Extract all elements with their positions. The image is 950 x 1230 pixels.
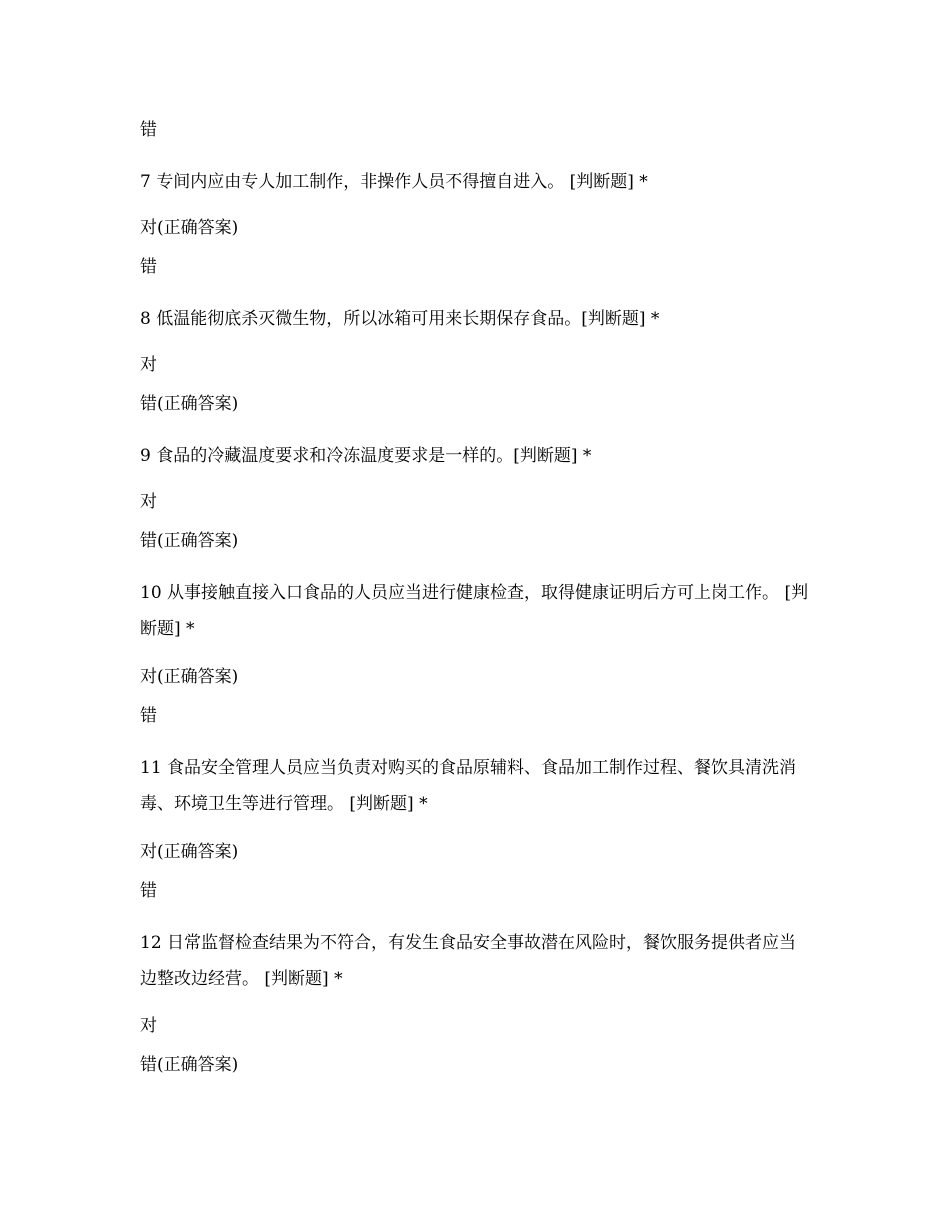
question-8-text: 8 低温能彻底杀灭微生物，所以冰箱可用来长期保存食品。[判断题] * [140, 309, 660, 329]
question-8-option-1: 对 [140, 355, 157, 375]
question-12-option-2: 错(正确答案) [140, 1055, 239, 1075]
question-10-option-1: 对(正确答案) [140, 667, 239, 687]
question-11-option-1: 对(正确答案) [140, 842, 239, 862]
question-9-text: 9 食品的冷藏温度要求和冷冻温度要求是一样的。[判断题] * [140, 446, 592, 466]
option-text: 错 [140, 120, 157, 140]
question-11-option-2: 错 [140, 881, 157, 901]
question-9-option-2: 错(正确答案) [140, 531, 239, 551]
question-10-option-2: 错 [140, 706, 157, 726]
question-11-text: 11 食品安全管理人员应当负责对购买的食品原辅料、食品加工制作过程、餐饮具清洗消毒、环境卫生等进行管理。 [判断题] * [140, 758, 797, 814]
question-12-text: 12 日常监督检查结果为不符合，有发生食品安全事故潜在风险时，餐饮服务提供者应当边整改边经营。 [判断题] * [140, 933, 797, 989]
question-7-option-1: 对(正确答案) [140, 218, 239, 238]
question-10-text: 10 从事接触直接入口食品的人员应当进行健康检查，取得健康证明后方可上岗工作。 [判断题] * [140, 583, 809, 639]
question-9-option-1: 对 [140, 492, 157, 512]
question-7-text: 7 专间内应由专人加工制作，非操作人员不得擅自进入。 [判断题] * [140, 172, 648, 192]
question-8-option-2: 错(正确答案) [140, 394, 239, 414]
question-12-option-1: 对 [140, 1016, 157, 1036]
question-7-option-2: 错 [140, 257, 157, 277]
